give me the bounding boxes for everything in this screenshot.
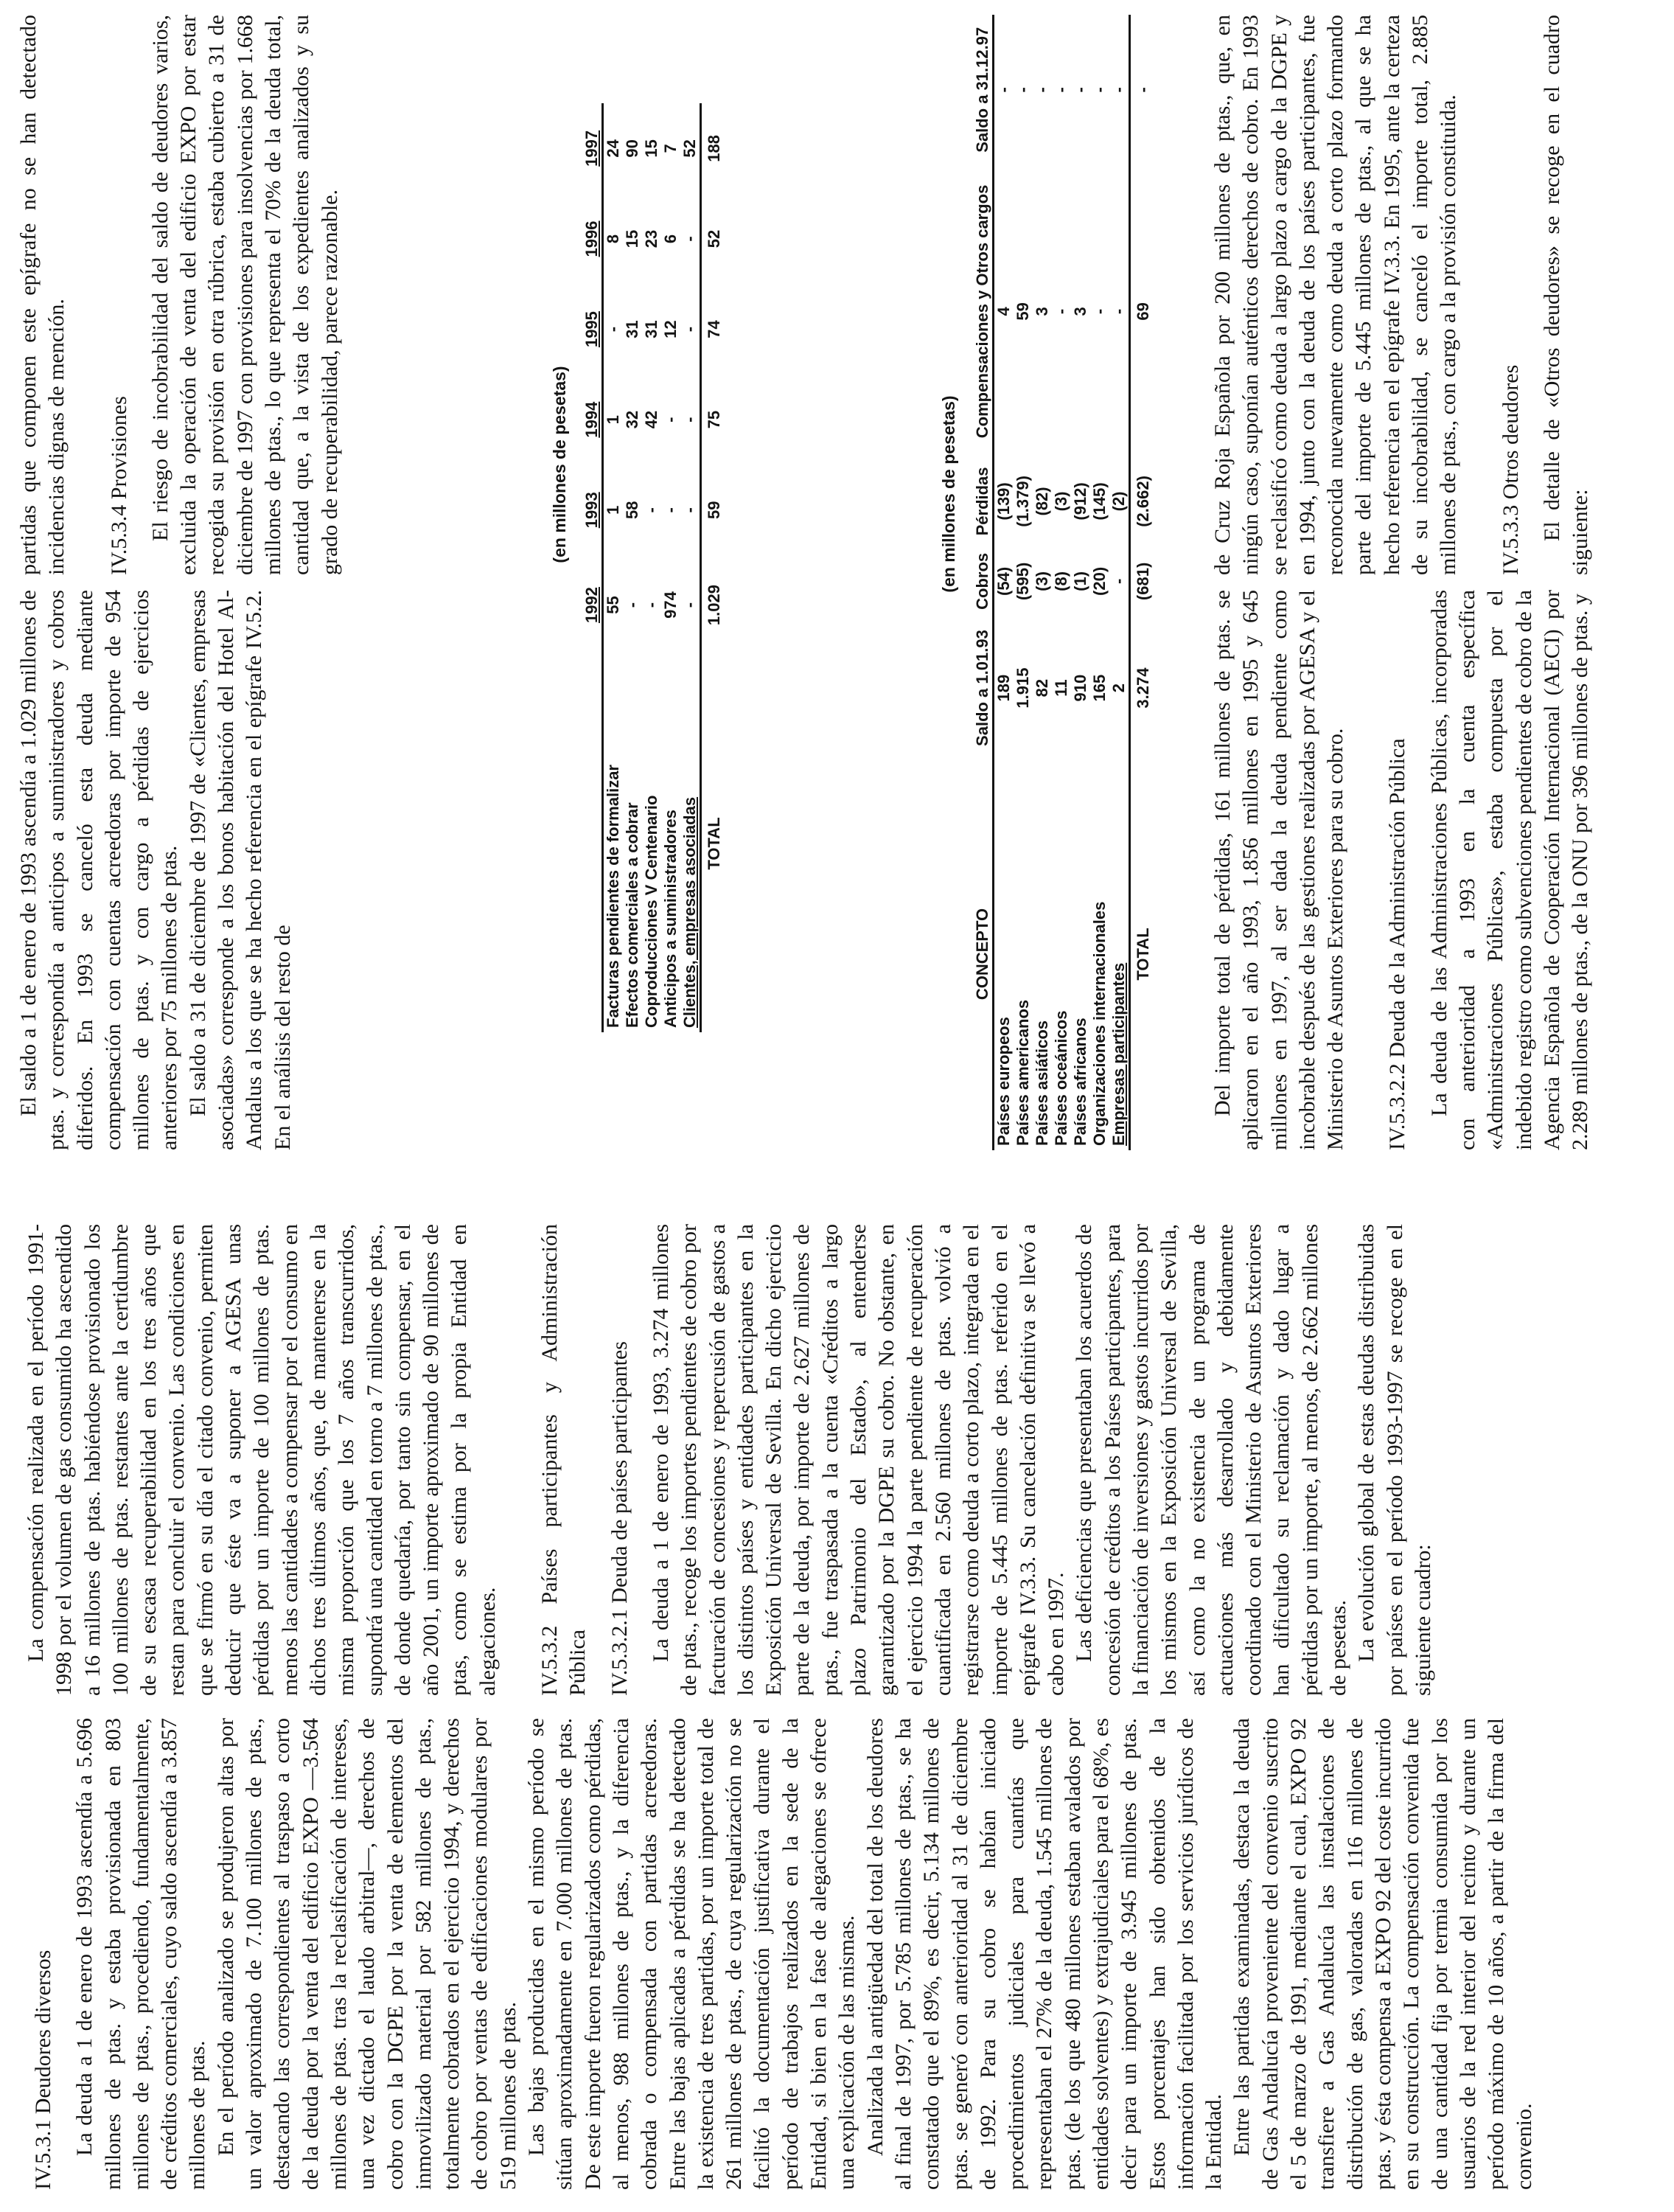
section-heading: IV.5.3.3 Otros deudores [1498,364,1523,575]
table-cell: - [623,602,641,608]
table-cell: (1) [1071,571,1089,591]
paragraph: La deuda de las Administraciones Públicas, incorporadas con anterioridad a 1993 en la cuenta específica «Administraciones Públicas», estaba compuesta por el indebido registro como subvenciones pendientes de cobro de la Agencia Española de Cooperación Internacional (AECI) por 2.289 millones de ptas., de la ONU por 396 millones de ptas. y [1426,590,1593,1150]
table-cell: 42 [642,410,660,429]
total-cell: (2.662) [1134,476,1152,527]
column-4 [1209,15,1595,575]
table-cell: (2) [1109,491,1128,512]
table-cell: - [1090,308,1109,315]
table-cell: - [680,236,699,242]
table-cell: 2 [1109,683,1128,693]
table-cell: - [680,326,699,333]
column-1 [22,1718,1539,2190]
table-cell: 6 [661,234,680,244]
table-cell: 165 [1090,674,1109,702]
total-cell: 69 [1134,302,1152,321]
table-cell: 90 [623,139,641,158]
paragraph: En el período analizado se produjeron altas por un valor aproximado de 7.100 millones de ptas., destacando las correspondientes al traspaso a corto de la deuda por la venta del edificio EXPO —3.564 millones de ptas. tras la reclasificación de intereses, una vez dictado el laudo arbitral—, derechos de cobro con la DGPE por la venta de elementos del inmovilizado material por 582 millones de ptas., totalmente cobrados en el ejercicio 1994, y derechos de cobro por ventas de edificaciones modulares por 519 millones de ptas. [213,1718,520,2190]
paragraph: partidas que componen este epígrafe no se han detectado incidencias dignas de mención. [16,15,69,575]
table-row [994,15,1014,1150]
paragraph: Entre las partidas examinadas, destaca la deuda de Gas Andalucía proveniente del convenio suscrito el 5 de marzo de 1991, mediante el cual, EXPO 92 transfiere a Gas Andalucía las instalaciones de distribución de gas, valoradas en 116 millones de ptas. y ésta compensa a EXPO 92 del coste incurrido en su construcción. La compensación convenida fue de una cantidad fija por termia consumida por los usuarios de la red interior del recinto y durante un período máximo de 10 años, a partir de la firma del convenio. [1230,1718,1537,2190]
total-cell: 59 [705,501,723,520]
table-cell: (8) [1052,571,1070,591]
table-cell: - [680,507,699,513]
total-cell: 188 [705,134,723,162]
table-cell: 3 [1071,307,1089,316]
column-2 [22,1224,1437,1696]
paragraph: Del importe total de pérdidas, 161 millones de ptas. se aplicaron en el año 1993, 1.856 millones en 1995 y 645 millones en 1997, al ser dada la deuda pendiente como incobrable después de las gestiones realizadas por AGESA y el Ministerio de Asuntos Exteriores para su cobro. [1210,590,1348,1150]
column-header: Compensaciones y Otros cargos [973,184,991,439]
row-label: Clientes, empresas asociadas [680,796,699,1028]
paragraph: La compensación realizada en el período 1991-1998 por el volumen de gas consumido ha ascendido a 16 millones de ptas. habiéndose provisionado los 100 millones de ptas. restantes ante la certidumbre de su escasa recuperabilidad en los tres años que restan para concluir el convenio. Las condiciones en que se firmó en su día el citado convenio, permiten deducir que éste va a suponer a AGESA unas pérdidas por un importe de 100 millones de ptas. menos las cantidades a compensar por el consumo en dichos tres últimos años, que, de mantenerse en la misma proporción que los 7 años transcurridos, supondrá una cantidad en torno a 7 millones de ptas., de donde quedaría, por tanto sin compensar, en el año 2001, un importe aproximado de 90 millones de ptas, como se estima por la propia Entidad en alegaciones. [24,1224,500,1696]
table-cell: 12 [661,320,680,338]
section-heading: IV.5.3.2.1 Deuda de países participantes [607,1341,632,1696]
table-cell: - [661,507,680,513]
table-cell: - [1109,578,1128,585]
column-header: Cobros [973,552,991,610]
table-cell: (3) [1033,571,1051,591]
table-cell: - [642,602,660,608]
paragraph: de Cruz Roja Española por 200 millones de ptas., que, en ningún caso, suponían auténticos derechos de cobro. En 1993 se reclasificó como deuda a largo plazo a cargo de la DGPE y en 1994, junto con la deuda de los países participantes, fue reconocida nuevamente como deuda a corto plazo formando parte del importe de 5.445 millones de ptas., al que se ha hecho referencia en el epígrafe IV.3.3. En 1995, ante la certeza de su incobrabilidad, se canceló el importe total, 2.885 millones de ptas., con cargo a la provisión constituida. [1210,15,1461,575]
table-row [642,103,661,1032]
table-cell: 32 [623,410,641,429]
paragraph: El riesgo de incobrabilidad del saldo de deudores varios, excluida la operación de venta del edificio EXPO por estar recogida su provisión en otra rúbrica, estaba cubierto a 31 de diciembre de 1997 con provisiones para insolvencias por 1.668 millones de ptas., lo que representa el 70% de la deuda total, cantidad que, a la vista de los expedientes analizados y su grado de recuperabilidad, parece razonable. [147,15,342,575]
table-cell: (3) [1052,491,1070,512]
total-label: TOTAL [705,817,723,870]
row-label: Efectos comerciales a cobrar [623,802,641,1028]
table-cell: 1 [604,505,622,515]
total-cell: 74 [705,320,723,338]
column-header: Saldo a 31.12.97 [973,27,991,153]
row-label: Empresas participantes [1109,962,1128,1146]
row-label: Países asiáticos [1033,1020,1051,1146]
table-cell: 52 [680,139,699,158]
table-row [1109,15,1130,1150]
table-row [661,103,680,1032]
table-cell: 59 [1014,302,1032,321]
table-cell: 189 [994,674,1013,702]
table-cell: - [994,87,1013,93]
table-cell: (54) [994,566,1013,596]
table-cell: 15 [623,229,641,248]
total-label: TOTAL [1134,928,1152,981]
row-label: Anticipos a suministradores [661,810,680,1028]
total-cell: 1.029 [705,585,723,626]
table-cell: (145) [1090,482,1109,521]
column-header: 1996 [582,220,601,257]
table-cell: 31 [623,320,641,338]
table-other-debtors [550,103,724,1032]
paragraph: La evolución global de estas deudas distribuidas por países en el período 1993-1997 se recoge en el siguiente cuadro: [1354,1224,1435,1696]
row-label: Facturas pendientes de formalizar [604,765,622,1028]
section-heading: IV.5.3.2 Países participantes y Administración Pública [537,1224,590,1696]
table-cell: - [1071,87,1089,93]
row-label: Países africanos [1071,1018,1089,1146]
table-cell: 3 [1033,307,1051,316]
column-header: Saldo a 1.01.93 [973,630,991,746]
table-cell: - [1014,87,1032,93]
column-header [582,655,603,1032]
table-cell: (82) [1033,487,1051,516]
row-label: Países americanos [1014,999,1032,1146]
column-6 [15,15,344,575]
row-label: Países europeos [994,1017,1013,1146]
table-cell: (139) [994,482,1013,521]
table-cell: 55 [604,596,622,614]
paragraph: La deuda a 1 de enero de 1993, 3.274 millones de ptas., recoge los importes pendientes de cobro por facturación de concesiones y repercusión de gastos a los distintos países y entidades participantes en la Exposición Universal de Sevilla. En dicho ejercicio parte de la deuda, por importe de 2.627 millones de ptas., fue traspasada a la cuenta «Créditos a largo plazo Patrimonio del Estado», al entenderse garantizado por la DGPE su cobro. No obstante, en el ejercicio 1994 la parte pendiente de recuperación cuantificada en 2.560 millones de ptas. volvió a registrarse como deuda a corto plazo, integrada en el importe de 5.445 millones de ptas. referido en el epígrafe IV.3.3. Su cancelación definitiva se llevó a cabo en 1997. [648,1224,1069,1696]
column-3 [1209,590,1595,1150]
table-cell: 31 [642,320,660,338]
countries-table [973,15,1153,1150]
total-cell: 3.274 [1134,667,1152,709]
table-cell: (912) [1071,482,1089,521]
paragraph: Las deficiencias que presentaban los acuerdos de concesión de créditos a los Países participantes, para la financiación de inversiones y gastos incurridos por los mismos en la Exposición Universal de Sevilla, así como la no existencia de un programa de actuaciones más desarrollado y debidamente coordinado con el Ministerio de Asuntos Exteriores han dificultado su reclamación y dado lugar a pérdidas por un importe, al menos, de 2.662 millones de pesetas. [1072,1224,1351,1696]
total-row [701,103,725,1032]
paragraph: Analizada la antigüedad del total de los deudores al final de 1997, por 5.785 millones de ptas., se ha constatado que el 89%, es decir, 5.134 millones de ptas. se generó con anterioridad al 31 de diciembre de 1992. Para su cobro se habían iniciado procedimientos judiciales para cuantías que representaban el 27% de la deuda, 1.545 millones de ptas. (de los que 480 millones estaban avalados por entidades solventes) y extrajudiciales para el 68%, es decir para un importe de 3.945 millones de ptas. Estos porcentajes han sido obtenidos de la información facilitada por los servicios jurídicos de la Entidad. [862,1718,1227,2190]
table-row [603,103,624,1032]
table-cell: 974 [661,591,680,619]
section-heading: IV.5.3.4 Provisiones [106,396,131,575]
table-countries [939,15,1153,1150]
table-row [1090,15,1109,1150]
table-row [1052,15,1071,1150]
table-cell: 82 [1033,678,1051,698]
paragraph: Las bajas producidas en el mismo período se sitúan aproximadamente en 7.000 millones de ptas. De este importe fueron regularizados como pérdidas, al menos, 988 millones de ptas., y la diferencia cobrada o compensada con partidas acreedoras. Entre las bajas aplicadas a pérdidas se ha detectado la existencia de tres partidas, por un importe total de 261 millones de ptas., de cuya regularización no se facilitó la documentación justificativa durante el período de trabajos realizados en la sede de la Entidad, si bien en la fase de alegaciones se ofrece una explicación de las mismas. [524,1718,859,2190]
table-cell: 15 [642,139,660,158]
paragraph: El detalle de «Otros deudores» se recoge en el cuadro siguiente: [1539,15,1593,575]
row-label: Organizaciones internacionales [1090,901,1109,1146]
table-cell: 11 [1052,679,1070,697]
table-cell: - [1109,308,1128,315]
column-header: 1993 [582,492,601,529]
table-cell: 4 [994,307,1013,316]
column-header: 1992 [582,587,601,624]
table-cell: 24 [604,139,622,158]
table-unit-label: (en millones de pesetas) [939,395,958,593]
table-cell: - [680,602,699,608]
table-cell: (20) [1090,566,1109,596]
total-cell: 75 [705,410,723,429]
table-cell: 1 [604,415,622,425]
total-cell: (681) [1134,562,1152,601]
section-heading: IV.5.3.2.2 Deuda de la Administración Pública [1385,738,1410,1150]
paragraph: La deuda a 1 de enero de 1993 ascendía a 5.696 millones de ptas. y estaba provisionada en 803 millones de ptas., procediendo, fundamentalmente, de créditos comerciales, cuyo saldo ascendía a 3.857 millones de ptas. [72,1718,210,2190]
table-cell: - [661,417,680,422]
row-label: Coproducciones V Centenario [642,795,660,1028]
column-header: 1994 [582,401,601,438]
table-row [623,103,642,1032]
table-cell: 23 [642,229,660,248]
table-cell: - [1052,308,1070,315]
table-unit-label: (en millones de pesetas) [550,366,569,563]
table-cell: - [1033,87,1051,93]
table-cell: - [604,326,622,333]
table-row [1014,15,1033,1150]
table-row [680,103,701,1032]
table-cell: - [1090,87,1109,93]
table-cell: - [642,507,660,513]
total-cell: 52 [705,229,723,248]
table-cell: (595) [1014,562,1032,601]
table-cell: 58 [623,501,641,520]
table-cell: (1.379) [1014,476,1032,527]
row-label: Países oceánicos [1052,1010,1070,1146]
column-header: 1995 [582,311,601,348]
table-row [1071,15,1090,1150]
column-header: CONCEPTO [973,908,991,1001]
table-cell: 8 [604,234,622,244]
table-cell: 1.915 [1014,667,1032,709]
section-heading: IV.5.3.1 Deudores diversos [31,1950,55,2190]
other-debtors-table [582,103,724,1032]
column-header: 1997 [582,130,601,167]
table-cell: 7 [661,144,680,153]
column-5 [15,590,297,1150]
total-row [1130,15,1154,1150]
table-cell: 910 [1071,674,1089,702]
total-cell: - [1134,87,1152,93]
paragraph: El saldo a 31 de diciembre de 1997 de «Clientes, empresas asociadas» corresponde a los bonos habitación del Hotel Al-Andalus a los que se ha hecho referencia en el epígrafe IV.5.2. En el análisis del resto de [185,590,295,1150]
table-cell: - [680,417,699,422]
table-cell: - [1109,87,1128,93]
paragraph: El saldo a 1 de enero de 1993 ascendía a 1.029 millones de ptas. y correspondía a anticipos a suministradores y cobros diferidos. En 1993 se canceló esta deuda mediante compensación con cuentas acreedoras por importe de 954 millones de ptas. y con cargo a pérdidas de ejercicios anteriores por 75 millones de ptas. [16,590,182,1150]
column-header: Pérdidas [973,467,991,536]
table-row [1033,15,1052,1150]
table-cell: - [1052,87,1070,93]
